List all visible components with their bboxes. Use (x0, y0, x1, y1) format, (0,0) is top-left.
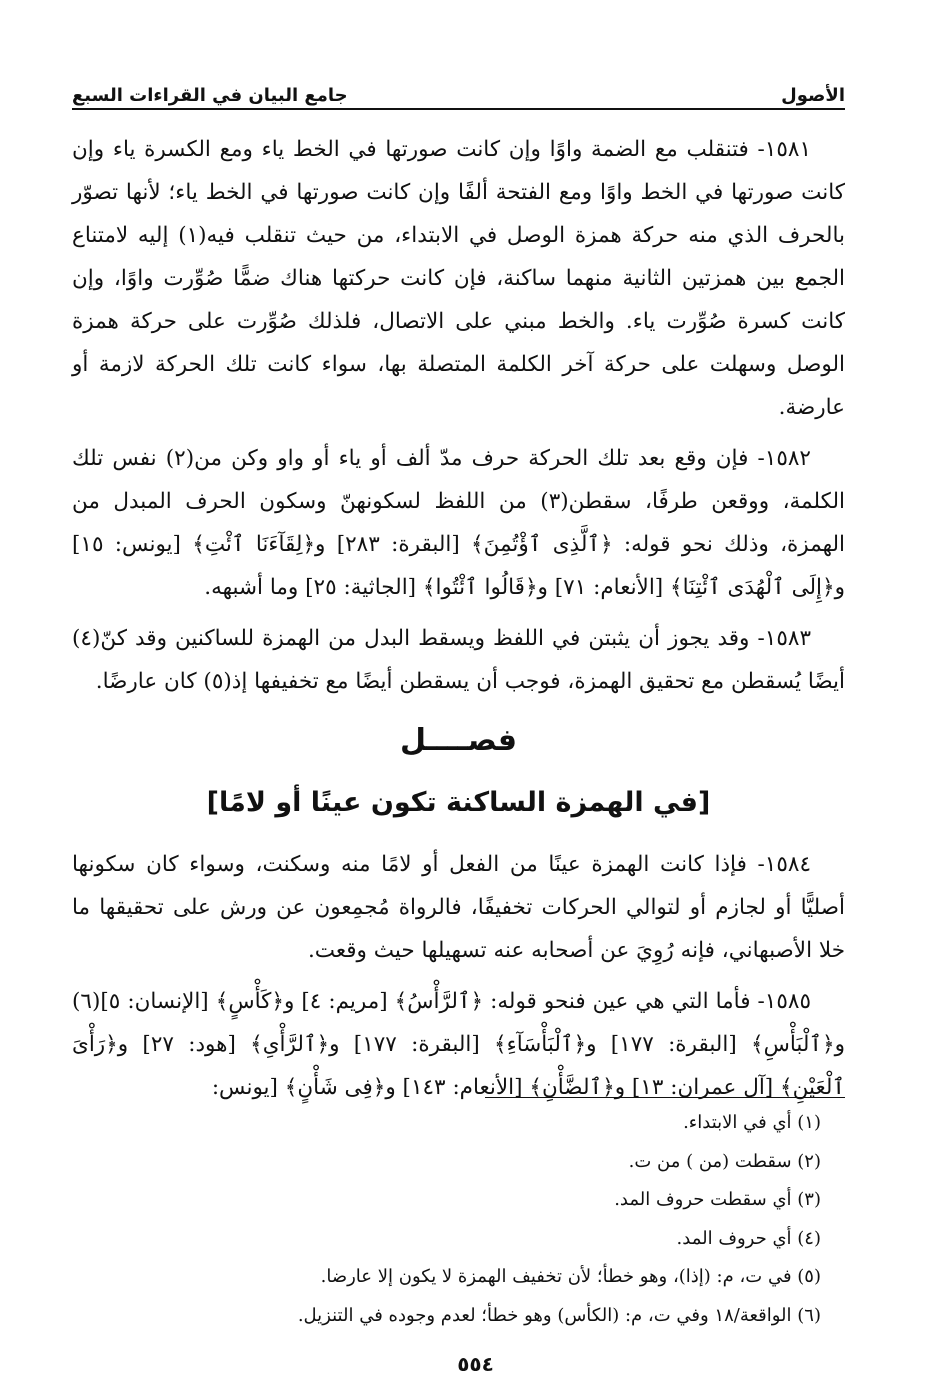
header-section: الأصول (781, 85, 845, 106)
main-text (72, 128, 845, 1117)
footnotes (72, 1104, 821, 1335)
footnote-2: (٢) سقطت (من ) من ت. (628, 1150, 821, 1172)
paragraph-1582: ١٥٨٢- فإن وقع بعد تلك الحركة حرف مدّ ألف أو ياء أو واو وكن من(٢) نفس تلك الكلمة، ووقعن طرفًا، سقطن(٣) من اللفظ لسكونهنّ وسكون الحرف المبدل من الهمزة، وذلك نحو قوله: ﴿ٱلَّذِى ٱؤْتُمِنَ﴾ [البقرة: ٢٨٣] و﴿لِقَآءَنَا ٱئْتِ﴾ [يونس: ١٥] و﴿إِلَى ٱلْهُدَى ٱئْتِنَا﴾ [الأنعام: ٧١] و﴿قَالُوا ٱئْتُوا﴾ [الجاثية: ٢٥] وما أشبهه. (72, 446, 846, 600)
footnote-6: (٦) الواقعة/١٨ وفي ت، م: (الكأس) وهو خطأ؛ لعدم وجوده في التنزيل. (297, 1304, 821, 1326)
paragraph-1585: ١٥٨٥- فأما التي هي عين فنحو قوله: ﴿ٱلرَّأْسُ﴾ [مريم: ٤] و﴿كَأْسٍ﴾ [الإنسان: ٥](٦) و﴿ٱلْبَأْسِ﴾ [البقرة: ١٧٧] و﴿ٱلْبَأْسَآءِ﴾ [البقرة: ١٧٧] و﴿ٱلرَّأْىِ﴾ [هود: ٢٧] و﴿رَأْىَ ٱلْعَيْنِ﴾ [آل عمران: ١٣] و﴿ٱلضَّأْنِ﴾ [الأنعام: ١٤٣] و﴿فِى شَأْنٍ﴾ [يونس: (72, 989, 845, 1100)
footnote-4: (٤) أي حروف المد. (676, 1227, 821, 1249)
section-title: فصــــل (400, 723, 517, 758)
paragraph-1583: ١٥٨٣- وقد يجوز أن يثبتن في اللفظ ويسقط البدل من الهمزة للساكنين وقد كنّ(٤) أيضًا يُسقطن مع تحقيق الهمزة، فوجب أن يسقطن أيضًا مع تخفيفها إذ(٥) كان عارضًا. (72, 626, 845, 694)
footnote-3: (٣) أي سقطت حروف المد. (614, 1189, 821, 1210)
header-book-title: جامع البيان في القراءات السبع (72, 85, 348, 106)
page-number: ٥٥٤ (457, 1352, 494, 1376)
footnote-1: (١) أي في الابتداء. (683, 1112, 821, 1133)
footnote-rule (485, 1097, 845, 1098)
footnote-5: (٥) في ت، م: (إذا)، وهو خطأ؛ لأن تخفيف الهمزة لا يكون إلا عارضا. (320, 1266, 821, 1287)
running-header (72, 72, 845, 106)
header-rule (72, 108, 845, 110)
section-subtitle: [في الهمزة الساكنة تكون عينًا أو لامًا] (206, 787, 711, 818)
paragraph-1581: ١٥٨١- فتنقلب مع الضمة واوًا وإن كانت صورتها في الخط ياء ومع الكسرة ياء وإن كانت صورتها في الخط واوًا ومع الفتحة ألفًا وإن كانت صورتها في الخط ياء؛ لأنها تصوّر بالحرف الذي منه حركة همزة الوصل في الابتداء، من حيث تنقلب فيه(١) إليه لامتناع الجمع بين همزتين الثانية منهما ساكنة، فإن كانت حركتها هناك ضمًّا صُوِّرت واوًا، وإن كانت كسرة صُوِّرت ياء. والخط مبني على الاتصال، فلذلك صُوِّرت على حركة همزة الوصل وسهلت على حركة آخر الكلمة المتصلة بها، سواء كانت تلك الحركة لازمة أو عارضة. (72, 137, 845, 420)
paragraph-1584: ١٥٨٤- فإذا كانت الهمزة عينًا من الفعل أو لامًا منه وسكنت، وسواء كان سكونها أصليًّا أو لجازم أو لتوالي الحركات تخفيفًا، فالرواة مُجمِعون عن ورش على تحقيقها ما خلا الأصبهاني، فإنه رُوِيَ عن أصحابه عنه تسهيلها حيث وقعت. (72, 852, 845, 963)
